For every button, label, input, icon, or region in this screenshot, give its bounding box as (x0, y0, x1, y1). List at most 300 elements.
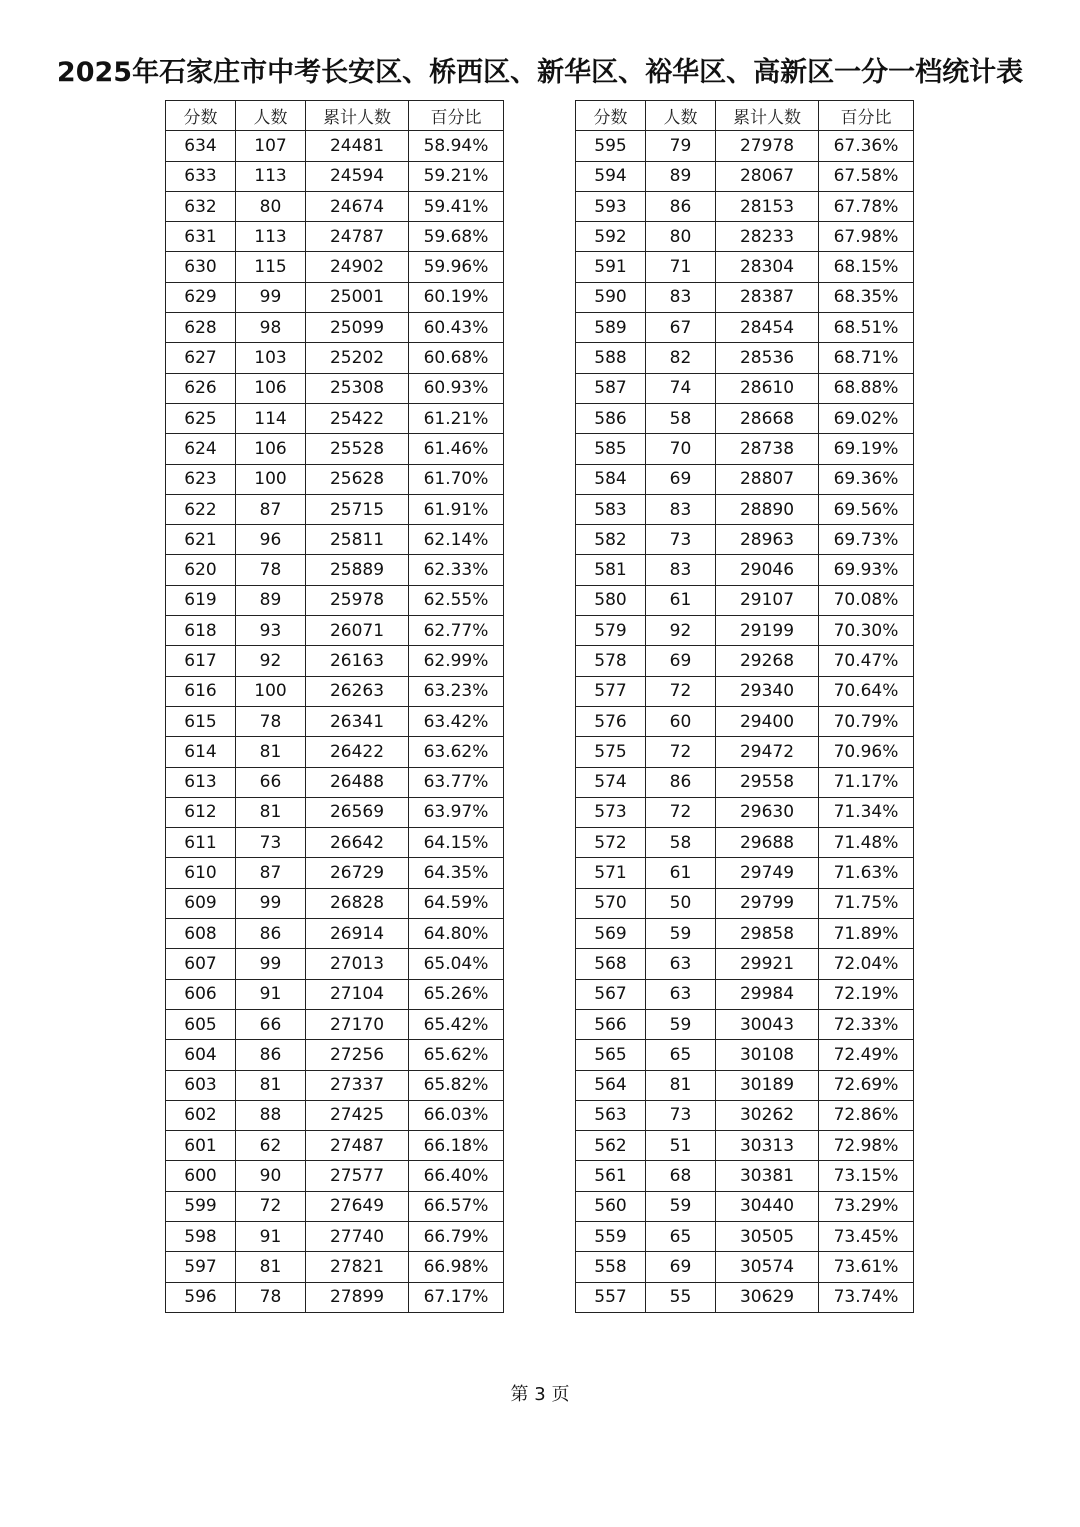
table-row (576, 1221, 914, 1251)
cell-cumulative: 28153 (716, 191, 819, 221)
cell-percent: 66.98% (409, 1252, 504, 1282)
cell-score: 612 (166, 797, 236, 827)
cell-percent: 68.51% (819, 313, 914, 343)
cell-percent: 73.74% (819, 1282, 914, 1312)
cell-percent: 63.62% (409, 737, 504, 767)
cell-cumulative: 30505 (716, 1221, 819, 1251)
table-row (576, 252, 914, 282)
cell-count: 73 (646, 525, 716, 555)
table-row (166, 858, 504, 888)
table-row (166, 373, 504, 403)
table-row (576, 858, 914, 888)
cell-count: 87 (236, 858, 306, 888)
cell-cumulative: 30043 (716, 1009, 819, 1039)
cell-count: 106 (236, 373, 306, 403)
cell-percent: 59.96% (409, 252, 504, 282)
cell-percent: 70.30% (819, 616, 914, 646)
table-row (166, 313, 504, 343)
cell-percent: 68.35% (819, 282, 914, 312)
cell-percent: 66.40% (409, 1161, 504, 1191)
table-row (166, 282, 504, 312)
cell-count: 72 (646, 797, 716, 827)
cell-cumulative: 28668 (716, 403, 819, 433)
cell-percent: 73.61% (819, 1252, 914, 1282)
table-row (166, 1131, 504, 1161)
cell-score: 622 (166, 494, 236, 524)
cell-score: 603 (166, 1070, 236, 1100)
table-row (166, 191, 504, 221)
cell-cumulative: 24674 (306, 191, 409, 221)
cell-cumulative: 25422 (306, 403, 409, 433)
table-row (166, 979, 504, 1009)
cell-count: 99 (236, 949, 306, 979)
cell-cumulative: 30574 (716, 1252, 819, 1282)
table-row (576, 737, 914, 767)
cell-cumulative: 24902 (306, 252, 409, 282)
table-row (576, 767, 914, 797)
cell-score: 608 (166, 919, 236, 949)
cell-score: 582 (576, 525, 646, 555)
cell-cumulative: 27978 (716, 131, 819, 161)
cell-cumulative: 29799 (716, 888, 819, 918)
cell-cumulative: 29199 (716, 616, 819, 646)
cell-score: 571 (576, 858, 646, 888)
cell-count: 73 (236, 828, 306, 858)
cell-count: 55 (646, 1282, 716, 1312)
cell-cumulative: 28610 (716, 373, 819, 403)
cell-score: 611 (166, 828, 236, 858)
cell-cumulative: 30381 (716, 1161, 819, 1191)
cell-score: 589 (576, 313, 646, 343)
cell-count: 70 (646, 434, 716, 464)
cell-cumulative: 25202 (306, 343, 409, 373)
cell-count: 103 (236, 343, 306, 373)
table-row (576, 525, 914, 555)
cell-percent: 72.19% (819, 979, 914, 1009)
cell-cumulative: 29630 (716, 797, 819, 827)
cell-score: 633 (166, 161, 236, 191)
cell-score: 581 (576, 555, 646, 585)
cell-count: 80 (236, 191, 306, 221)
cell-count: 60 (646, 706, 716, 736)
page-title: 2025年石家庄市中考长安区、桥西区、新华区、裕华区、高新区一分一档统计表 (56, 57, 1024, 88)
cell-cumulative: 27256 (306, 1040, 409, 1070)
table-row (166, 434, 504, 464)
cell-percent: 71.48% (819, 828, 914, 858)
cell-score: 597 (166, 1252, 236, 1282)
cell-score: 569 (576, 919, 646, 949)
table-row (576, 616, 914, 646)
cell-cumulative: 24594 (306, 161, 409, 191)
cell-score: 614 (166, 737, 236, 767)
table-row (166, 403, 504, 433)
table-row (576, 979, 914, 1009)
table-row (166, 555, 504, 585)
cell-cumulative: 25978 (306, 585, 409, 615)
cell-percent: 62.33% (409, 555, 504, 585)
header-percent: 百分比 (819, 101, 914, 131)
cell-count: 83 (646, 282, 716, 312)
table-row (576, 1070, 914, 1100)
cell-cumulative: 25099 (306, 313, 409, 343)
cell-percent: 59.41% (409, 191, 504, 221)
cell-cumulative: 26071 (306, 616, 409, 646)
cell-cumulative: 29472 (716, 737, 819, 767)
cell-percent: 72.69% (819, 1070, 914, 1100)
cell-percent: 60.93% (409, 373, 504, 403)
cell-count: 61 (646, 585, 716, 615)
cell-score: 626 (166, 373, 236, 403)
cell-count: 65 (646, 1040, 716, 1070)
cell-cumulative: 27487 (306, 1131, 409, 1161)
score-table-left (165, 100, 504, 1313)
cell-cumulative: 26729 (306, 858, 409, 888)
cell-count: 58 (646, 828, 716, 858)
table-row (576, 131, 914, 161)
cell-count: 65 (646, 1221, 716, 1251)
table-row (576, 1040, 914, 1070)
table-row (576, 585, 914, 615)
cell-score: 600 (166, 1161, 236, 1191)
cell-percent: 71.34% (819, 797, 914, 827)
table-row (576, 403, 914, 433)
cell-percent: 71.89% (819, 919, 914, 949)
cell-cumulative: 29858 (716, 919, 819, 949)
cell-cumulative: 26163 (306, 646, 409, 676)
cell-percent: 60.68% (409, 343, 504, 373)
header-cumulative: 累计人数 (306, 101, 409, 131)
cell-percent: 65.04% (409, 949, 504, 979)
table-row (166, 252, 504, 282)
cell-percent: 61.46% (409, 434, 504, 464)
cell-score: 619 (166, 585, 236, 615)
cell-percent: 69.02% (819, 403, 914, 433)
cell-percent: 62.14% (409, 525, 504, 555)
table-row (166, 1282, 504, 1312)
cell-score: 584 (576, 464, 646, 494)
cell-score: 583 (576, 494, 646, 524)
cell-percent: 71.75% (819, 888, 914, 918)
cell-score: 613 (166, 767, 236, 797)
table-row (166, 1191, 504, 1221)
cell-percent: 69.19% (819, 434, 914, 464)
table-row (166, 1252, 504, 1282)
cell-count: 98 (236, 313, 306, 343)
cell-score: 563 (576, 1100, 646, 1130)
cell-score: 564 (576, 1070, 646, 1100)
cell-percent: 72.04% (819, 949, 914, 979)
cell-percent: 67.98% (819, 222, 914, 252)
table-row (576, 434, 914, 464)
cell-score: 579 (576, 616, 646, 646)
table-row (166, 161, 504, 191)
table-row (576, 343, 914, 373)
table-row (166, 828, 504, 858)
cell-cumulative: 28963 (716, 525, 819, 555)
cell-score: 598 (166, 1221, 236, 1251)
cell-percent: 65.62% (409, 1040, 504, 1070)
table-row (166, 1221, 504, 1251)
cell-percent: 64.15% (409, 828, 504, 858)
cell-score: 602 (166, 1100, 236, 1130)
cell-percent: 68.71% (819, 343, 914, 373)
cell-score: 625 (166, 403, 236, 433)
cell-score: 609 (166, 888, 236, 918)
cell-score: 588 (576, 343, 646, 373)
cell-percent: 73.45% (819, 1221, 914, 1251)
cell-count: 81 (236, 1070, 306, 1100)
cell-cumulative: 29984 (716, 979, 819, 1009)
cell-percent: 63.42% (409, 706, 504, 736)
cell-cumulative: 28890 (716, 494, 819, 524)
cell-percent: 60.43% (409, 313, 504, 343)
table-row (166, 797, 504, 827)
table-row (166, 646, 504, 676)
cell-score: 596 (166, 1282, 236, 1312)
cell-count: 90 (236, 1161, 306, 1191)
cell-cumulative: 29558 (716, 767, 819, 797)
cell-percent: 66.79% (409, 1221, 504, 1251)
cell-count: 81 (236, 737, 306, 767)
cell-cumulative: 26341 (306, 706, 409, 736)
cell-count: 107 (236, 131, 306, 161)
cell-count: 89 (646, 161, 716, 191)
cell-count: 81 (646, 1070, 716, 1100)
cell-count: 69 (646, 646, 716, 676)
cell-score: 570 (576, 888, 646, 918)
cell-percent: 63.97% (409, 797, 504, 827)
table-row (576, 1252, 914, 1282)
cell-percent: 66.03% (409, 1100, 504, 1130)
table-row (166, 525, 504, 555)
cell-count: 88 (236, 1100, 306, 1130)
cell-count: 50 (646, 888, 716, 918)
cell-cumulative: 26914 (306, 919, 409, 949)
cell-score: 593 (576, 191, 646, 221)
cell-cumulative: 25308 (306, 373, 409, 403)
table-row (576, 888, 914, 918)
table-row (576, 1282, 914, 1312)
cell-cumulative: 25811 (306, 525, 409, 555)
cell-cumulative: 26263 (306, 676, 409, 706)
cell-percent: 69.36% (819, 464, 914, 494)
cell-cumulative: 27104 (306, 979, 409, 1009)
cell-percent: 73.29% (819, 1191, 914, 1221)
table-row (166, 767, 504, 797)
cell-percent: 59.21% (409, 161, 504, 191)
table-row (166, 1161, 504, 1191)
score-table-right (575, 100, 914, 1313)
cell-score: 577 (576, 676, 646, 706)
cell-cumulative: 25628 (306, 464, 409, 494)
table-row (576, 191, 914, 221)
cell-cumulative: 28807 (716, 464, 819, 494)
cell-cumulative: 29921 (716, 949, 819, 979)
table-row (166, 919, 504, 949)
table-row (166, 616, 504, 646)
cell-count: 66 (236, 767, 306, 797)
cell-score: 572 (576, 828, 646, 858)
cell-score: 605 (166, 1009, 236, 1039)
cell-percent: 73.15% (819, 1161, 914, 1191)
cell-score: 559 (576, 1221, 646, 1251)
cell-score: 610 (166, 858, 236, 888)
cell-percent: 72.49% (819, 1040, 914, 1070)
cell-score: 607 (166, 949, 236, 979)
cell-percent: 71.17% (819, 767, 914, 797)
cell-count: 51 (646, 1131, 716, 1161)
table-body (576, 131, 914, 1313)
cell-score: 568 (576, 949, 646, 979)
table-row (166, 949, 504, 979)
table-row (576, 161, 914, 191)
cell-cumulative: 30313 (716, 1131, 819, 1161)
table-row (576, 313, 914, 343)
table-row (576, 1009, 914, 1039)
cell-score: 595 (576, 131, 646, 161)
table-row (166, 1100, 504, 1130)
table-row (576, 555, 914, 585)
cell-score: 578 (576, 646, 646, 676)
cell-cumulative: 30189 (716, 1070, 819, 1100)
table-row (576, 222, 914, 252)
cell-cumulative: 27577 (306, 1161, 409, 1191)
cell-percent: 70.79% (819, 706, 914, 736)
cell-cumulative: 29688 (716, 828, 819, 858)
cell-percent: 71.63% (819, 858, 914, 888)
cell-count: 86 (236, 919, 306, 949)
table-row (576, 373, 914, 403)
cell-percent: 64.59% (409, 888, 504, 918)
cell-count: 81 (236, 1252, 306, 1282)
cell-cumulative: 28067 (716, 161, 819, 191)
cell-cumulative: 27170 (306, 1009, 409, 1039)
cell-percent: 70.47% (819, 646, 914, 676)
cell-percent: 61.21% (409, 403, 504, 433)
cell-cumulative: 30262 (716, 1100, 819, 1130)
cell-score: 573 (576, 797, 646, 827)
cell-count: 59 (646, 1191, 716, 1221)
table-row (576, 1100, 914, 1130)
cell-score: 623 (166, 464, 236, 494)
cell-count: 79 (646, 131, 716, 161)
cell-percent: 61.70% (409, 464, 504, 494)
cell-score: 561 (576, 1161, 646, 1191)
cell-score: 621 (166, 525, 236, 555)
cell-count: 99 (236, 888, 306, 918)
cell-score: 606 (166, 979, 236, 1009)
cell-score: 591 (576, 252, 646, 282)
table-row (576, 706, 914, 736)
cell-cumulative: 26422 (306, 737, 409, 767)
cell-score: 604 (166, 1040, 236, 1070)
cell-score: 574 (576, 767, 646, 797)
table-body (166, 131, 504, 1313)
cell-percent: 64.35% (409, 858, 504, 888)
cell-cumulative: 29046 (716, 555, 819, 585)
table-row (166, 1040, 504, 1070)
cell-score: 558 (576, 1252, 646, 1282)
cell-percent: 61.91% (409, 494, 504, 524)
cell-count: 100 (236, 676, 306, 706)
cell-cumulative: 24481 (306, 131, 409, 161)
cell-score: 562 (576, 1131, 646, 1161)
table-row (576, 919, 914, 949)
cell-cumulative: 25715 (306, 494, 409, 524)
cell-count: 106 (236, 434, 306, 464)
cell-count: 113 (236, 222, 306, 252)
cell-percent: 64.80% (409, 919, 504, 949)
table-row (166, 585, 504, 615)
cell-count: 81 (236, 797, 306, 827)
cell-count: 59 (646, 1009, 716, 1039)
cell-cumulative: 30629 (716, 1282, 819, 1312)
cell-score: 594 (576, 161, 646, 191)
cell-percent: 69.56% (819, 494, 914, 524)
cell-cumulative: 26828 (306, 888, 409, 918)
cell-count: 113 (236, 161, 306, 191)
cell-count: 87 (236, 494, 306, 524)
table-row (166, 1070, 504, 1100)
cell-percent: 72.98% (819, 1131, 914, 1161)
cell-percent: 59.68% (409, 222, 504, 252)
table-row (576, 1161, 914, 1191)
cell-cumulative: 29107 (716, 585, 819, 615)
table-row (576, 646, 914, 676)
cell-cumulative: 29749 (716, 858, 819, 888)
cell-score: 615 (166, 706, 236, 736)
cell-count: 73 (646, 1100, 716, 1130)
cell-score: 580 (576, 585, 646, 615)
cell-percent: 68.88% (819, 373, 914, 403)
cell-percent: 67.78% (819, 191, 914, 221)
header-score: 分数 (576, 101, 646, 131)
table-row (576, 828, 914, 858)
cell-count: 93 (236, 616, 306, 646)
cell-score: 566 (576, 1009, 646, 1039)
table-row (576, 282, 914, 312)
cell-score: 624 (166, 434, 236, 464)
cell-count: 91 (236, 979, 306, 1009)
cell-percent: 63.23% (409, 676, 504, 706)
cell-percent: 62.55% (409, 585, 504, 615)
header-cumulative: 累计人数 (716, 101, 819, 131)
table-row (166, 222, 504, 252)
cell-count: 69 (646, 464, 716, 494)
cell-cumulative: 28233 (716, 222, 819, 252)
cell-count: 86 (646, 191, 716, 221)
cell-percent: 69.73% (819, 525, 914, 555)
cell-cumulative: 27821 (306, 1252, 409, 1282)
table-row (166, 464, 504, 494)
cell-count: 86 (646, 767, 716, 797)
cell-cumulative: 27899 (306, 1282, 409, 1312)
cell-score: 587 (576, 373, 646, 403)
cell-percent: 68.15% (819, 252, 914, 282)
cell-cumulative: 27425 (306, 1100, 409, 1130)
cell-count: 83 (646, 494, 716, 524)
cell-count: 80 (646, 222, 716, 252)
table-row (576, 494, 914, 524)
cell-score: 631 (166, 222, 236, 252)
table-row (166, 343, 504, 373)
cell-percent: 67.36% (819, 131, 914, 161)
table-row (576, 676, 914, 706)
cell-cumulative: 29400 (716, 706, 819, 736)
cell-score: 618 (166, 616, 236, 646)
table-header-row (166, 101, 504, 131)
cell-score: 634 (166, 131, 236, 161)
